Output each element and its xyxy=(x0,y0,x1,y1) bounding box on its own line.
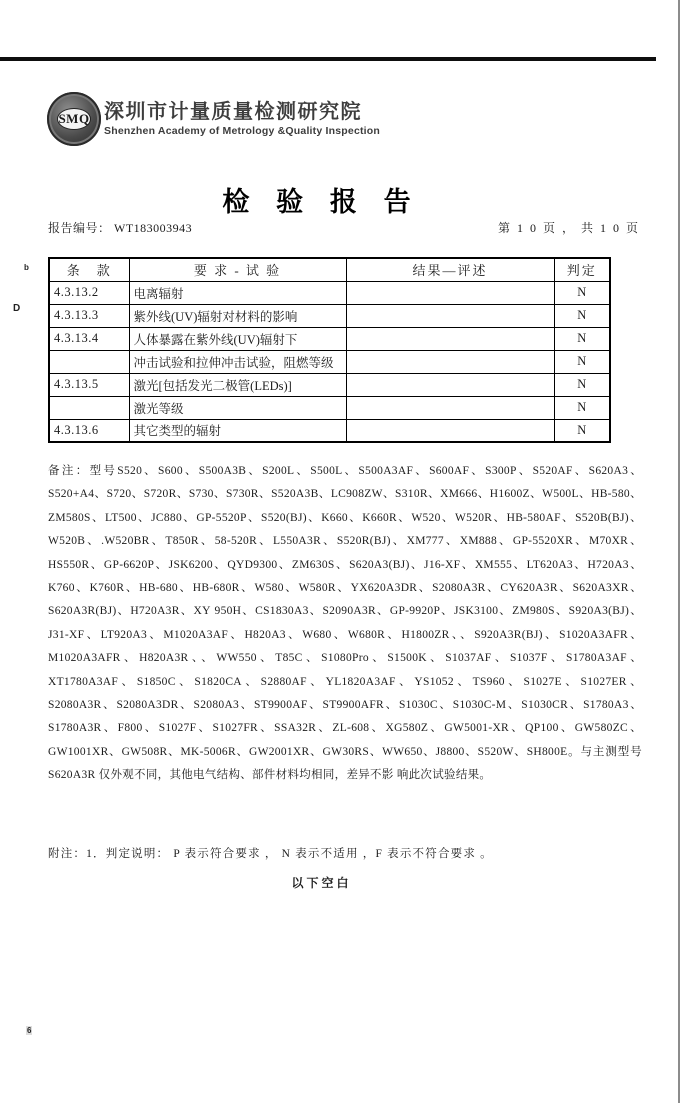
report-meta-row xyxy=(48,219,640,236)
requirement-cell: 冲击试验和拉伸冲击试验，阻燃等级 xyxy=(129,350,346,373)
result-cell xyxy=(346,419,554,442)
result-cell xyxy=(346,304,554,327)
table-header-row xyxy=(49,258,610,281)
top-rule xyxy=(0,57,656,61)
col-header-requirement: 要 求 - 试 验 xyxy=(129,258,346,281)
col-header-clause: 条 款 xyxy=(49,258,129,281)
org-name-en: Shenzhen Academy of Metrology &Quality Inspection xyxy=(104,125,381,137)
verdict-cell: N xyxy=(554,396,610,419)
verdict-cell: N xyxy=(554,419,610,442)
result-cell xyxy=(346,281,554,304)
requirement-cell: 激光等级 xyxy=(129,396,346,419)
clause-cell: 4.3.13.2 xyxy=(49,281,129,304)
table-row xyxy=(49,396,610,419)
result-cell xyxy=(346,396,554,419)
requirement-cell: 紫外线(UV)辐射对材料的影响 xyxy=(129,304,346,327)
page-title: 检 验 报 告 xyxy=(222,187,421,217)
inspection-table xyxy=(48,257,611,443)
margin-mark-6: 6 xyxy=(27,1026,32,1035)
margin-mark-d: D xyxy=(13,303,21,314)
table-row xyxy=(49,350,610,373)
clause-cell xyxy=(49,350,129,373)
verdict-cell: N xyxy=(554,281,610,304)
remarks-paragraph: 备注：型号S520、S600、S500A3B、S200L、S500L、S500A3AF、S600AF、S300P、S520AF、S620A3、S520+A4、S720、S720R、S730、S730R、S520A3B、LC908ZW、S310R、XM666、H1600Z、W500L、HB-580、ZM580S、LT500、JC880、GP-5520P、S520(BJ)、K660、K660R、W520、W520R、HB-580AF、S520B(BJ)、W520B、.W520BR、T850R、58-520R、L550A3R、S520R(BJ)、XM777、XM888、GP-5520XR、M70XR、HS550R、GP-6620P、JSK6200、QYD9300、ZM630S、S620A3(BJ)、J16-XF、XM555、LT620A3、H720A3、K760、K760R、HB-680、HB-680R、W580、W580R、YX620A3DR、S2080A3R、CY620A3R、S620A3XR、S620A3R(BJ)、H720A3R、XY 950H、CS1830A3、S2090A3R、GP-9920P、JSK3100、ZM980S、S920A3(BJ)、J31-XF、LT920A3、M1020A3AF、H820A3、W680、W680R、H1800ZR、、S920A3R(BJ)、S1020A3AFR、M1020A3AFR、H820A3R、、WW550、T85C、S1080Pro、S1500K、S1037AF、S1037F、S1780A3AF、XT1780A3AF、S1850C、S1820CA、S2880AF、YL1820A3AF、YS1052、TS960、S1027E、S1027ER、S2080A3R、S2080A3DR、S2080A3、ST9900AF、ST9900AFR、S1030C、S1030C-M、S1030CR、S1780A3、S1780A3R、F800、S1027F、S1027FR、SSA32R、ZL-608、XG580Z、GW5001-XR、QP100、GW580ZC、GW1001XR、GW508R、MK-5006R、GW2001XR、GW30RS、WW650、J8800、S520W、SH800E。与主测型号S620A3R 仅外观不同，其他电气结构、部件材料均相同，差异不影 响此次试验结果。 xyxy=(48,465,642,782)
table-row xyxy=(49,304,610,327)
result-cell xyxy=(346,327,554,350)
table-row xyxy=(49,281,610,304)
verdict-cell: N xyxy=(554,304,610,327)
table-row xyxy=(49,419,610,442)
org-name-zh: 深圳市计量质量检测研究院 xyxy=(104,101,362,123)
table-row xyxy=(49,327,610,350)
col-header-result: 结果—评述 xyxy=(346,258,554,281)
margin-mark-b: b xyxy=(24,263,29,272)
verdict-cell: N xyxy=(554,373,610,396)
result-cell xyxy=(346,373,554,396)
footnote-verdict-legend: 附注：1．判定说明： P 表示符合要求 ， N 表示不适用 ，F 表示不符合要求 。 xyxy=(48,848,493,860)
result-cell xyxy=(346,350,554,373)
clause-cell: 4.3.13.3 xyxy=(49,304,129,327)
clause-cell: 4.3.13.6 xyxy=(49,419,129,442)
verdict-cell: N xyxy=(554,327,610,350)
clause-cell xyxy=(49,396,129,419)
right-edge-line xyxy=(678,0,680,1103)
requirement-cell: 激光[包括发光二极管(LEDs)] xyxy=(129,373,346,396)
page-number-info: 第 1 0 页 ， 共 1 0 页 xyxy=(497,221,640,235)
requirement-cell: 人体暴露在紫外线(UV)辐射下 xyxy=(129,327,346,350)
blank-below-note: 以下空白 xyxy=(291,876,352,890)
col-header-verdict: 判定 xyxy=(554,258,610,281)
verdict-cell: N xyxy=(554,350,610,373)
report-number: 报告编号： WT183003943 xyxy=(48,221,193,235)
smq-stamp-logo-icon xyxy=(47,92,101,146)
requirement-cell: 电离辐射 xyxy=(129,281,346,304)
requirement-cell: 其它类型的辐射 xyxy=(129,419,346,442)
clause-cell: 4.3.13.5 xyxy=(49,373,129,396)
table-row xyxy=(49,373,610,396)
clause-cell: 4.3.13.4 xyxy=(49,327,129,350)
logo-text: SMQ xyxy=(57,108,91,130)
